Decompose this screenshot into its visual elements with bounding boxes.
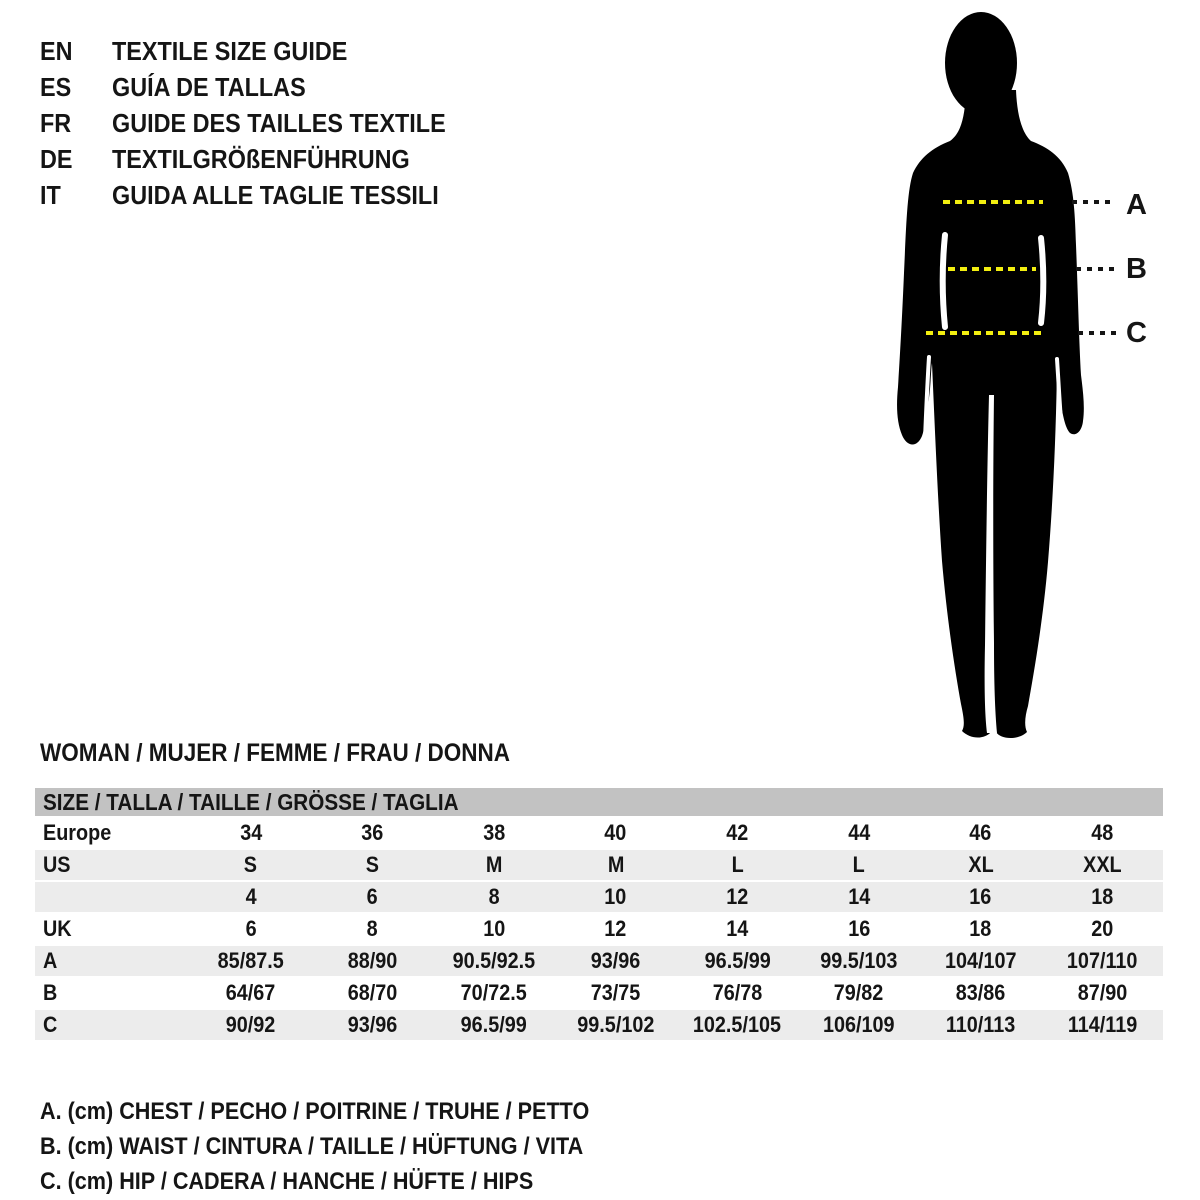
table-cell: 102.5/105 bbox=[693, 1012, 782, 1037]
table-cell: 40 bbox=[604, 820, 627, 845]
table-cell: XL bbox=[967, 852, 994, 877]
waist-line-black-dots bbox=[1076, 267, 1116, 271]
measurement-legend bbox=[40, 1094, 650, 1199]
table-cell: S bbox=[244, 852, 258, 877]
language-code: DE bbox=[40, 143, 73, 174]
table-cell: 38 bbox=[483, 820, 506, 845]
table-cell: 99.5/103 bbox=[820, 948, 898, 973]
table-cell: 44 bbox=[847, 820, 870, 845]
table-cell: L bbox=[852, 852, 865, 877]
row-label: B bbox=[43, 980, 58, 1005]
measurement-figure bbox=[880, 5, 1120, 745]
table-cell: 16 bbox=[847, 916, 870, 941]
table-row bbox=[35, 1010, 1163, 1040]
table-cell: 88/90 bbox=[347, 948, 398, 973]
gender-heading bbox=[40, 739, 562, 768]
row-label: C bbox=[43, 1012, 58, 1037]
language-row bbox=[40, 177, 483, 213]
language-row bbox=[40, 33, 483, 69]
table-cell: 42 bbox=[726, 820, 749, 845]
gender-heading-text: WOMAN / MUJER / FEMME / FRAU / DONNA bbox=[40, 739, 510, 767]
table-cell: 106/109 bbox=[823, 1012, 895, 1037]
table-row bbox=[35, 882, 1163, 912]
table-cell: 18 bbox=[1091, 884, 1114, 909]
legend-chest-text: A. (cm) CHEST / PECHO / POITRINE / TRUHE / PETTO bbox=[40, 1097, 590, 1125]
table-cell: 6 bbox=[366, 884, 378, 909]
table-cell: 96.5/99 bbox=[461, 1012, 528, 1037]
table-cell: L bbox=[731, 852, 744, 877]
chest-line-yellow-dashes bbox=[943, 200, 1043, 204]
language-code: IT bbox=[40, 179, 61, 210]
table-cell: 76/78 bbox=[712, 980, 763, 1005]
table-row bbox=[35, 978, 1163, 1008]
language-title-block bbox=[40, 33, 483, 213]
language-row bbox=[40, 141, 483, 177]
waist-line-yellow-dashes bbox=[948, 267, 1036, 271]
table-cell: 104/107 bbox=[944, 948, 1017, 973]
row-label: UK bbox=[43, 916, 72, 941]
table-cell: 79/82 bbox=[834, 980, 884, 1005]
table-cell: 18 bbox=[969, 916, 992, 941]
hip-line-yellow-dashes bbox=[926, 331, 1044, 335]
table-cell: 36 bbox=[361, 820, 384, 845]
table-cell: S bbox=[365, 852, 380, 877]
table-cell: 73/75 bbox=[590, 980, 641, 1005]
legend-hip-text: C. (cm) HIP / CADERA / HANCHE / HÜFTE / HIPS bbox=[40, 1167, 534, 1195]
table-row bbox=[35, 818, 1163, 848]
table-cell: 14 bbox=[847, 884, 870, 909]
table-cell: 4 bbox=[245, 884, 257, 909]
table-cell: 68/70 bbox=[347, 980, 398, 1005]
table-cell: 12 bbox=[726, 884, 749, 909]
hip-line-black-dots bbox=[1078, 331, 1116, 335]
table-cell: 99.5/102 bbox=[577, 1012, 655, 1037]
table-cell: 114/119 bbox=[1067, 1012, 1137, 1037]
table-cell: 10 bbox=[604, 884, 627, 909]
table-cell: 48 bbox=[1091, 820, 1114, 845]
size-table-header bbox=[35, 788, 1163, 816]
language-code: FR bbox=[40, 107, 72, 138]
chest-label: A bbox=[1126, 189, 1147, 221]
table-cell: 110/113 bbox=[945, 1012, 1016, 1037]
legend-row bbox=[40, 1164, 650, 1199]
legend-row bbox=[40, 1094, 650, 1129]
language-code: EN bbox=[40, 35, 73, 66]
legend-row bbox=[40, 1129, 650, 1164]
table-row bbox=[35, 914, 1163, 944]
table-cell: 34 bbox=[239, 820, 262, 845]
table-cell: 85/87.5 bbox=[217, 948, 284, 973]
chest-line-black-dots bbox=[1072, 200, 1116, 204]
language-title: GUÍA DE TALLAS bbox=[112, 71, 306, 102]
row-label: Europe bbox=[43, 820, 112, 845]
table-cell: 6 bbox=[245, 916, 257, 941]
language-title: TEXTILGRÖßENFÜHRUNG bbox=[112, 143, 410, 174]
table-row bbox=[35, 850, 1163, 880]
size-table bbox=[35, 788, 1163, 1040]
hip-label: C bbox=[1126, 317, 1147, 349]
table-cell: 93/96 bbox=[347, 1012, 398, 1037]
table-cell: 8 bbox=[488, 884, 500, 909]
table-cell: 83/86 bbox=[955, 980, 1006, 1005]
legend-waist-text: B. (cm) WAIST / CINTURA / TAILLE / HÜFTUNG / VITA bbox=[40, 1132, 584, 1160]
language-code: ES bbox=[40, 71, 72, 102]
table-cell: 14 bbox=[726, 916, 749, 941]
table-cell: 90.5/92.5 bbox=[452, 948, 536, 973]
language-row bbox=[40, 69, 483, 105]
table-cell: 96.5/99 bbox=[704, 948, 771, 973]
table-cell: 87/90 bbox=[1077, 980, 1127, 1005]
table-cell: 90/92 bbox=[226, 1012, 276, 1037]
table-cell: 64/67 bbox=[226, 980, 276, 1005]
table-cell: 8 bbox=[366, 916, 378, 941]
table-cell: 12 bbox=[604, 916, 627, 941]
table-cell: 46 bbox=[969, 820, 992, 845]
table-cell: XXL bbox=[1082, 852, 1122, 877]
language-row bbox=[40, 105, 483, 141]
language-title: TEXTILE SIZE GUIDE bbox=[112, 35, 348, 66]
row-label: US bbox=[43, 852, 71, 877]
size-table-header-text: SIZE / TALLA / TAILLE / GRÖSSE / TAGLIA bbox=[43, 788, 459, 815]
woman-silhouette bbox=[880, 5, 1120, 745]
table-cell: M bbox=[607, 852, 624, 877]
table-cell: 20 bbox=[1091, 916, 1114, 941]
language-title: GUIDE DES TAILLES TEXTILE bbox=[112, 107, 446, 138]
table-cell: 93/96 bbox=[590, 948, 641, 973]
table-cell: 107/110 bbox=[1066, 948, 1138, 973]
waist-label: B bbox=[1126, 253, 1147, 285]
size-table-body bbox=[35, 818, 1163, 1040]
table-cell: M bbox=[485, 852, 503, 877]
table-row bbox=[35, 946, 1163, 976]
table-cell: 16 bbox=[969, 884, 992, 909]
language-title: GUIDA ALLE TAGLIE TESSILI bbox=[112, 179, 439, 210]
row-label: A bbox=[43, 948, 58, 973]
table-cell: 10 bbox=[483, 916, 506, 941]
table-cell: 70/72.5 bbox=[461, 980, 528, 1005]
